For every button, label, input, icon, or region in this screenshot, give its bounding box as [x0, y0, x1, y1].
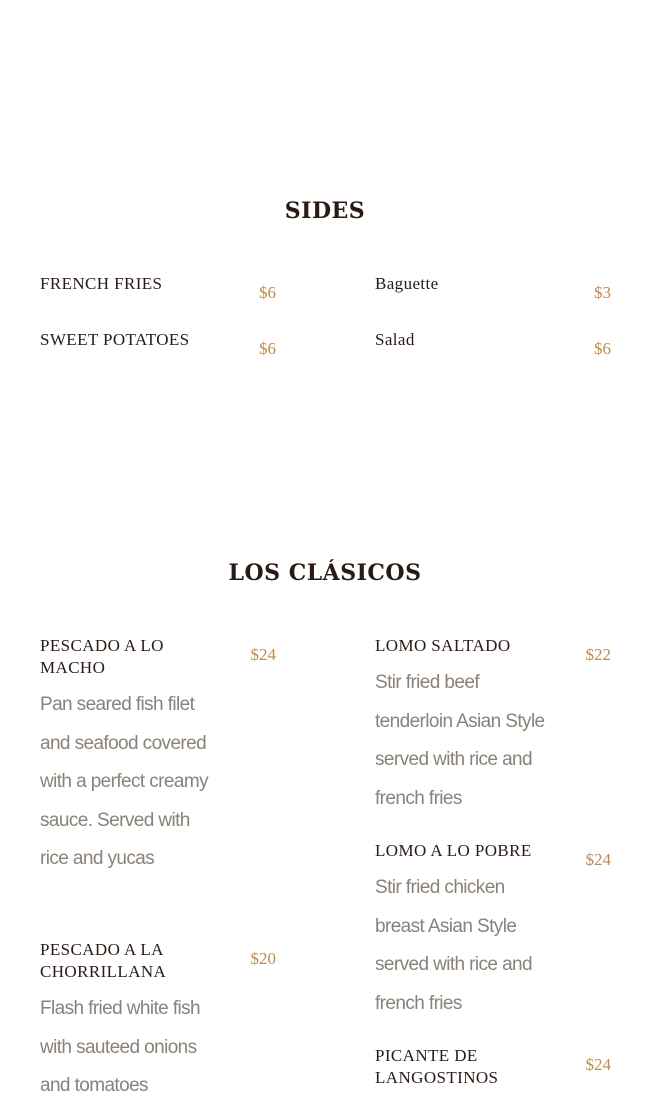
item-price: $24 — [585, 1055, 611, 1074]
section-title-sides: SIDES — [284, 198, 366, 224]
menu-item-sweet-potatoes — [40, 329, 276, 359]
item-name: LOMO SALTADO — [375, 636, 511, 655]
item-price: $6 — [594, 339, 611, 358]
menu-item-french-fries — [40, 273, 276, 303]
item-description: Pan seared fish filet and seafood covered with a perfect creamy sauce. Served with rice and yucas — [40, 694, 208, 869]
item-name: Salad — [375, 330, 415, 349]
menu-item-pescado-a-la-chorrillana — [40, 939, 276, 1105]
menu-item-lomo-a-lo-pobre — [375, 840, 611, 1025]
menu-item-pescado-a-lo-macho — [40, 635, 276, 915]
item-price: $24 — [250, 645, 276, 664]
item-price: $3 — [594, 283, 611, 302]
item-name: FRENCH FRIES — [40, 274, 163, 293]
section-title-los-clasicos: LOS CLÁSICOS — [228, 560, 422, 586]
item-name: PESCADO A LO MACHO — [40, 636, 164, 677]
item-price: $6 — [259, 339, 276, 358]
item-description: Stir fried chicken breast Asian Style served with rice and french fries — [375, 877, 532, 1014]
item-description: Flash fried white fish with sauteed onions and tomatoes — [40, 998, 200, 1096]
menu-item-picante-de-langostinos — [375, 1045, 611, 1105]
item-name: SWEET POTATOES — [40, 330, 190, 349]
item-price: $20 — [250, 949, 276, 968]
menu-item-salad — [375, 329, 611, 359]
item-name: LOMO A LO POBRE — [375, 841, 532, 860]
menu-item-baguette — [375, 273, 611, 303]
item-name: Baguette — [375, 274, 439, 293]
item-name: PICANTE DE LANGOSTINOS — [375, 1046, 499, 1087]
item-description: Stir fried beef tenderloin Asian Style served with rice and french fries — [375, 672, 545, 809]
item-price: $6 — [259, 283, 276, 302]
item-price: $24 — [585, 850, 611, 869]
item-name: PESCADO A LA CHORRILLANA — [40, 940, 167, 981]
item-price: $22 — [585, 645, 611, 664]
menu-item-lomo-saltado — [375, 635, 611, 820]
